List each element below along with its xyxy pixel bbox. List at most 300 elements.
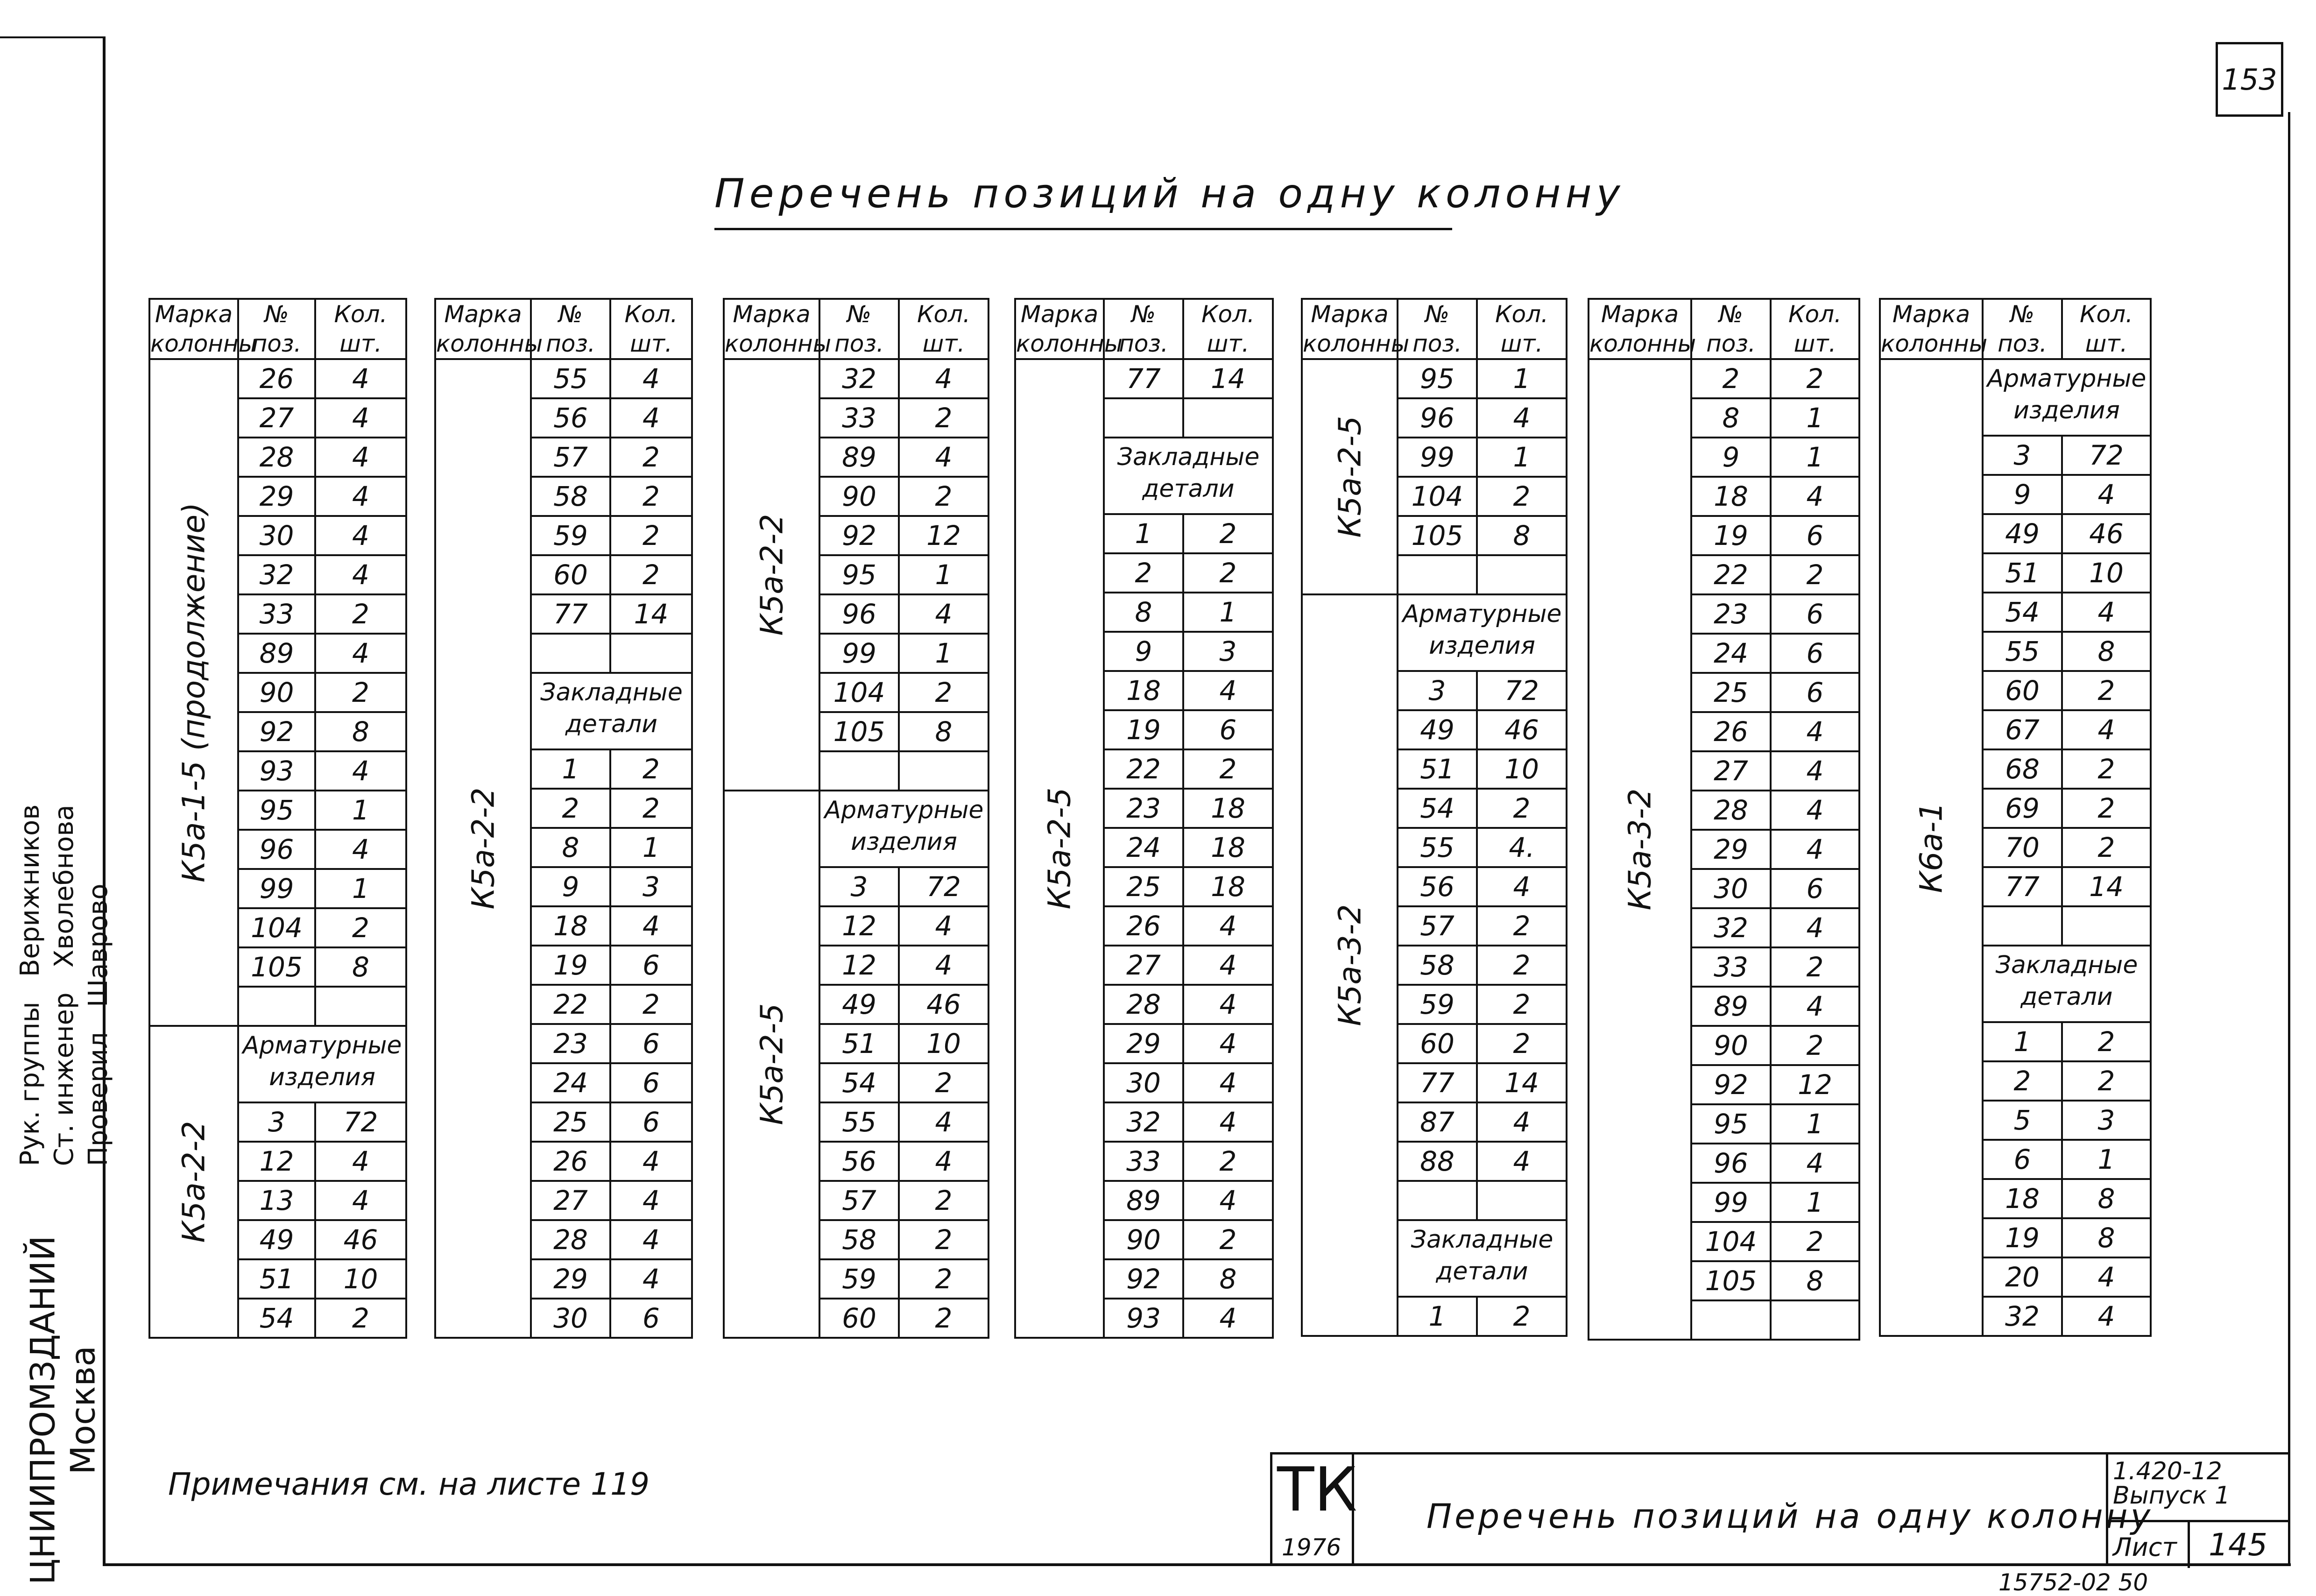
- position-number: [1398, 555, 1477, 594]
- quantity: 2: [610, 789, 692, 828]
- position-number: 32: [238, 555, 315, 594]
- column-mark-header: Марка колонны: [1880, 299, 1983, 359]
- position-number: 77: [1983, 867, 2062, 906]
- position-number: 92: [819, 516, 899, 555]
- quantity: 4: [1771, 477, 1859, 516]
- column-mark-label: К5а-2-5: [1041, 787, 1078, 910]
- quantity: 2: [1183, 749, 1273, 789]
- position-number: 68: [1983, 749, 2062, 789]
- column-mark-label: К5а-2-5: [1332, 416, 1368, 538]
- year: 1976: [1282, 1534, 1342, 1561]
- quantity: 1: [1771, 1183, 1859, 1222]
- position-number: 5: [1983, 1101, 2062, 1140]
- position-number: 67: [1983, 710, 2062, 749]
- quantity: 4: [1771, 908, 1859, 947]
- quantity: 4: [315, 1181, 406, 1220]
- position-number: 19: [531, 946, 610, 985]
- subsection-label: Закладные: [1398, 1220, 1567, 1258]
- quantity: 46: [899, 985, 989, 1024]
- quantity: 2: [1183, 1220, 1273, 1259]
- quantity: 6: [610, 946, 692, 985]
- quantity: 1: [1183, 593, 1273, 632]
- position-number-header: № поз.: [238, 299, 315, 359]
- quantity: 2: [899, 477, 989, 516]
- quantity: [899, 751, 989, 791]
- position-number: 25: [1691, 673, 1771, 712]
- position-number: 3: [238, 1102, 315, 1142]
- position-number: 54: [1983, 593, 2062, 632]
- position-number: 59: [819, 1259, 899, 1299]
- quantity: 2: [1477, 1297, 1567, 1336]
- quantity: 6: [610, 1024, 692, 1063]
- position-number: 55: [819, 1102, 899, 1142]
- position-number: 55: [1398, 828, 1477, 867]
- position-number-header: № поз.: [1398, 299, 1477, 359]
- quantity: 6: [610, 1063, 692, 1102]
- quantity-header: Кол. шт.: [315, 299, 406, 359]
- quantity: 2: [899, 1299, 989, 1338]
- position-number: [819, 751, 899, 791]
- position-number: 18: [531, 906, 610, 946]
- position-number: 57: [1398, 906, 1477, 946]
- position-number: 19: [1983, 1218, 2062, 1257]
- quantity: 4: [1477, 867, 1567, 906]
- quantity: 2: [899, 1063, 989, 1102]
- position-number: 28: [1691, 791, 1771, 830]
- quantity: 6: [1771, 673, 1859, 712]
- position-number: 60: [531, 555, 610, 594]
- position-number-header: № поз.: [1691, 299, 1771, 359]
- frame-top-rule: [0, 36, 103, 38]
- page-title: Перечень позиций на одну колонну: [714, 170, 1625, 217]
- quantity: 6: [1771, 516, 1859, 555]
- position-number: 60: [1398, 1024, 1477, 1063]
- position-number: 70: [1983, 828, 2062, 867]
- position-number: 90: [238, 673, 315, 712]
- position-number: 96: [1691, 1144, 1771, 1183]
- position-number: 59: [531, 516, 610, 555]
- position-number: 18: [1691, 477, 1771, 516]
- position-number: 1: [1983, 1022, 2062, 1061]
- quantity: 2: [2062, 828, 2151, 867]
- subsection-label: изделия: [238, 1064, 406, 1102]
- quantity: 1: [899, 634, 989, 673]
- quantity: 2: [2062, 1061, 2151, 1101]
- quantity: 1: [1477, 359, 1567, 398]
- position-table: [1301, 298, 1568, 1337]
- quantity: 2: [315, 673, 406, 712]
- position-number: 105: [238, 947, 315, 987]
- position-number: 99: [819, 634, 899, 673]
- quantity: 10: [2062, 553, 2151, 593]
- quantity: 4: [315, 359, 406, 398]
- signature-text: [13, 805, 115, 1166]
- position-number: [1983, 906, 2062, 946]
- quantity: 72: [899, 867, 989, 906]
- quantity: 8: [899, 712, 989, 751]
- position-number: 95: [1398, 359, 1477, 398]
- quantity: 6: [1771, 869, 1859, 908]
- position-number: 6: [1983, 1140, 2062, 1179]
- position-number: [1691, 1300, 1771, 1340]
- subsection-label: Арматурные: [1983, 359, 2151, 397]
- position-number: 96: [819, 594, 899, 634]
- name-group-lead: Верижников: [14, 804, 45, 977]
- column-mark-label: К5а-3-2: [1332, 904, 1368, 1026]
- quantity: 4: [2062, 1297, 2151, 1336]
- role-group-lead: Рук. группы: [14, 1002, 45, 1166]
- position-number: 93: [238, 751, 315, 791]
- code: ТК: [1277, 1454, 1357, 1525]
- position-number: 49: [1983, 514, 2062, 553]
- quantity: 1: [2062, 1140, 2151, 1179]
- position-number: 2: [1983, 1061, 2062, 1101]
- position-number: 96: [238, 830, 315, 869]
- quantity: 4: [610, 398, 692, 438]
- position-number: 105: [1398, 516, 1477, 555]
- column-mark: [1880, 359, 1983, 1336]
- quantity: 18: [1183, 789, 1273, 828]
- subsection-label: детали: [1398, 1258, 1567, 1297]
- quantity: 2: [1477, 946, 1567, 985]
- position-number: 29: [238, 477, 315, 516]
- code-cell: [1272, 1454, 1357, 1566]
- position-number: 9: [1691, 438, 1771, 477]
- position-table: [434, 298, 693, 1339]
- quantity: 4: [610, 1181, 692, 1220]
- quantity: 46: [1477, 710, 1567, 749]
- quantity: 2: [899, 673, 989, 712]
- column-mark: [149, 359, 238, 1026]
- position-number: 29: [1691, 830, 1771, 869]
- quantity: 2: [1771, 1222, 1859, 1261]
- table-row: [1015, 359, 1273, 398]
- position-number: 30: [1691, 869, 1771, 908]
- quantity: 10: [1477, 749, 1567, 789]
- quantity: 2: [610, 438, 692, 477]
- position-number: 54: [1398, 789, 1477, 828]
- table-row: [724, 359, 989, 398]
- quantity: 4: [1183, 906, 1273, 946]
- position-number: 30: [238, 516, 315, 555]
- position-number: 92: [1104, 1259, 1183, 1299]
- position-number: 90: [1691, 1026, 1771, 1065]
- quantity-header: Кол. шт.: [2062, 299, 2151, 359]
- quantity: 4: [1183, 1299, 1273, 1338]
- position-number: 23: [1691, 594, 1771, 634]
- position-number: 92: [1691, 1065, 1771, 1104]
- column-mark-header: Марка колонны: [435, 299, 531, 359]
- quantity: 4: [1771, 1144, 1859, 1183]
- quantity: 4: [315, 398, 406, 438]
- quantity: 8: [1771, 1261, 1859, 1300]
- quantity: 4: [2062, 710, 2151, 749]
- position-number-header: № поз.: [531, 299, 610, 359]
- title-underline: [714, 228, 1452, 230]
- quantity: 4: [1477, 1102, 1567, 1142]
- organization-name: ЦНИИПРОМЗДАНИЙ: [23, 1236, 63, 1585]
- position-number: 32: [1691, 908, 1771, 947]
- position-number: 60: [1983, 671, 2062, 710]
- quantity: 4: [1183, 1063, 1273, 1102]
- quantity: 1: [1771, 438, 1859, 477]
- position-number: 29: [1104, 1024, 1183, 1063]
- position-table: [1588, 298, 1860, 1341]
- quantity: 2: [1183, 1142, 1273, 1181]
- column-mark: [149, 1026, 238, 1338]
- position-number: 89: [1104, 1181, 1183, 1220]
- position-number: 26: [1691, 712, 1771, 751]
- quantity: 1: [1477, 438, 1567, 477]
- column-mark: [1302, 594, 1398, 1336]
- column-mark: [1302, 359, 1398, 594]
- quantity: 3: [1183, 632, 1273, 671]
- position-number: 49: [819, 985, 899, 1024]
- quantity: 4: [315, 555, 406, 594]
- subsection-label: Закладные: [531, 673, 692, 711]
- quantity: 4: [610, 1142, 692, 1181]
- sheet-label: Лист: [2113, 1532, 2177, 1562]
- column-mark-label: К5а-2-2: [465, 787, 501, 910]
- quantity: 2: [610, 985, 692, 1024]
- position-number: 51: [1398, 749, 1477, 789]
- quantity: 4: [315, 1142, 406, 1181]
- quantity: 4: [1477, 1142, 1567, 1181]
- quantity: 2: [1183, 514, 1273, 553]
- position-number: 22: [531, 985, 610, 1024]
- quantity: 2: [610, 516, 692, 555]
- position-number: 30: [1104, 1063, 1183, 1102]
- position-number: 27: [1104, 946, 1183, 985]
- position-number: 92: [238, 712, 315, 751]
- quantity: 4: [1771, 987, 1859, 1026]
- position-number: 51: [238, 1259, 315, 1299]
- signature-block: [14, 719, 113, 1251]
- quantity: 4: [315, 477, 406, 516]
- quantity: 46: [315, 1220, 406, 1259]
- position-number: 77: [1398, 1063, 1477, 1102]
- column-mark: [435, 359, 531, 1338]
- quantity: 4: [899, 946, 989, 985]
- position-number: 95: [819, 555, 899, 594]
- position-number: 18: [1983, 1179, 2062, 1218]
- quantity: 18: [1183, 867, 1273, 906]
- sheet-row: [2108, 1520, 2290, 1568]
- position-number: 56: [819, 1142, 899, 1181]
- position-number: 3: [819, 867, 899, 906]
- position-number-header: № поз.: [1983, 299, 2062, 359]
- subsection-label: изделия: [819, 829, 989, 867]
- quantity: 2: [610, 749, 692, 789]
- quantity: 6: [610, 1299, 692, 1338]
- position-number: 33: [238, 594, 315, 634]
- quantity: 1: [899, 555, 989, 594]
- position-table: [148, 298, 407, 1339]
- quantity: 3: [610, 867, 692, 906]
- column-mark: [1589, 359, 1691, 1340]
- sheet-number: 145: [2188, 1522, 2267, 1568]
- position-number: 2: [1691, 359, 1771, 398]
- quantity: 2: [315, 908, 406, 947]
- position-number: 2: [1104, 553, 1183, 593]
- role-checked: Проверил: [82, 1032, 113, 1166]
- quantity: 4: [1183, 946, 1273, 985]
- quantity: 3: [2062, 1101, 2151, 1140]
- quantity: 4: [315, 634, 406, 673]
- quantity: [1477, 555, 1567, 594]
- quantity: 8: [2062, 1179, 2151, 1218]
- position-number: [1104, 398, 1183, 438]
- quantity: [2062, 906, 2151, 946]
- column-mark-label: К5а-1-5 (продолжение): [176, 502, 212, 883]
- position-number: 49: [1398, 710, 1477, 749]
- quantity: 14: [1183, 359, 1273, 398]
- frame-right-rule: [2288, 112, 2290, 1563]
- quantity: 4: [315, 516, 406, 555]
- position-number: 24: [1691, 634, 1771, 673]
- table-row: [1302, 359, 1567, 398]
- quantity: [610, 634, 692, 673]
- position-number: 54: [819, 1063, 899, 1102]
- position-number: 90: [819, 477, 899, 516]
- subsection-label: детали: [531, 711, 692, 749]
- quantity: 8: [2062, 1218, 2151, 1257]
- name-checked: Шаврово: [82, 883, 113, 1007]
- quantity: 4.: [1477, 828, 1567, 867]
- quantity: 12: [1771, 1065, 1859, 1104]
- quantity: 6: [1183, 710, 1273, 749]
- position-number: 27: [238, 398, 315, 438]
- position-number: [1398, 1181, 1477, 1220]
- organization-text: [23, 1236, 104, 1585]
- column-mark-label: К5а-3-2: [1622, 788, 1658, 911]
- quantity: 2: [899, 1220, 989, 1259]
- quantity: 1: [315, 791, 406, 830]
- column-mark: [1015, 359, 1104, 1338]
- position-number: 25: [1104, 867, 1183, 906]
- quantity: 4: [315, 438, 406, 477]
- table-row: [1589, 359, 1859, 398]
- position-number: 69: [1983, 789, 2062, 828]
- quantity: 4: [315, 830, 406, 869]
- quantity: 2: [899, 1181, 989, 1220]
- quantity: 1: [315, 869, 406, 908]
- quantity: 2: [1771, 1026, 1859, 1065]
- subsection-label: Арматурные: [1398, 594, 1567, 633]
- quantity: 2: [1477, 789, 1567, 828]
- quantity: 4: [1183, 671, 1273, 710]
- quantity: 2: [610, 555, 692, 594]
- organization-stamp: [23, 1236, 103, 1585]
- column-mark-label: К5а-2-2: [176, 1121, 212, 1243]
- doc-code: 1.420-12: [2113, 1457, 2222, 1485]
- position-number: [531, 634, 610, 673]
- position-number: 24: [531, 1063, 610, 1102]
- position-number-header: № поз.: [1104, 299, 1183, 359]
- position-number: 51: [819, 1024, 899, 1063]
- quantity-header: Кол. шт.: [1477, 299, 1567, 359]
- quantity: 4: [610, 906, 692, 946]
- column-mark-header: Марка колонны: [1015, 299, 1104, 359]
- title-block: [1270, 1452, 2290, 1566]
- page-number: 153: [2216, 42, 2283, 117]
- position-number: 1: [1398, 1297, 1477, 1336]
- column-mark-header: Марка колонны: [724, 299, 819, 359]
- position-table: [723, 298, 989, 1339]
- position-number: 104: [1691, 1222, 1771, 1261]
- position-number: 8: [1691, 398, 1771, 438]
- position-number: 9: [531, 867, 610, 906]
- quantity: [315, 987, 406, 1026]
- quantity: 4: [1771, 791, 1859, 830]
- quantity: 4: [2062, 475, 2151, 514]
- quantity: 1: [1771, 1104, 1859, 1144]
- position-number: 3: [1983, 436, 2062, 475]
- column-mark-header: Марка колонны: [1302, 299, 1398, 359]
- position-number: 20: [1983, 1257, 2062, 1297]
- quantity: 2: [2062, 789, 2151, 828]
- quantity: 4: [1477, 398, 1567, 438]
- position-number: 58: [531, 477, 610, 516]
- position-number: 22: [1691, 555, 1771, 594]
- position-number: 26: [238, 359, 315, 398]
- quantity: 6: [1771, 594, 1859, 634]
- quantity: 4: [1183, 1024, 1273, 1063]
- quantity: 4: [2062, 593, 2151, 632]
- position-number: 29: [531, 1259, 610, 1299]
- doc-number: [2113, 1459, 2230, 1508]
- quantity: 8: [2062, 632, 2151, 671]
- position-number: 26: [1104, 906, 1183, 946]
- quantity: 8: [1477, 516, 1567, 555]
- position-number: 105: [1691, 1261, 1771, 1300]
- quantity: 1: [610, 828, 692, 867]
- position-number: 104: [1398, 477, 1477, 516]
- quantity-header: Кол. шт.: [1771, 299, 1859, 359]
- column-mark-header: Марка колонны: [1589, 299, 1691, 359]
- quantity: 4: [2062, 1257, 2151, 1297]
- position-number: 58: [819, 1220, 899, 1259]
- position-number: 56: [1398, 867, 1477, 906]
- quantity: 2: [1477, 906, 1567, 946]
- position-table: [1014, 298, 1274, 1339]
- quantity-header: Кол. шт.: [1183, 299, 1273, 359]
- quantity: 4: [1183, 1181, 1273, 1220]
- notes-reference: Примечания см. на листе 119: [168, 1466, 650, 1502]
- position-number: 2: [531, 789, 610, 828]
- position-number: 32: [1983, 1297, 2062, 1336]
- column-mark: [724, 791, 819, 1338]
- quantity: 6: [610, 1102, 692, 1142]
- position-number: 30: [531, 1299, 610, 1338]
- quantity: 2: [2062, 1022, 2151, 1061]
- subsection-label: детали: [1983, 984, 2151, 1022]
- position-number: 77: [531, 594, 610, 634]
- subsection-label: Закладные: [1104, 438, 1273, 476]
- quantity: 4: [1183, 1102, 1273, 1142]
- position-number: 13: [238, 1181, 315, 1220]
- quantity: 4: [1771, 751, 1859, 791]
- position-number: 9: [1983, 475, 2062, 514]
- position-number: 58: [1398, 946, 1477, 985]
- quantity: 2: [315, 594, 406, 634]
- position-number: 3: [1398, 671, 1477, 710]
- position-number: 57: [819, 1181, 899, 1220]
- column-mark-label: К5а-2-2: [754, 514, 790, 636]
- quantity: 8: [315, 947, 406, 987]
- subsection-label: Арматурные: [238, 1026, 406, 1064]
- quantity: [1477, 1181, 1567, 1220]
